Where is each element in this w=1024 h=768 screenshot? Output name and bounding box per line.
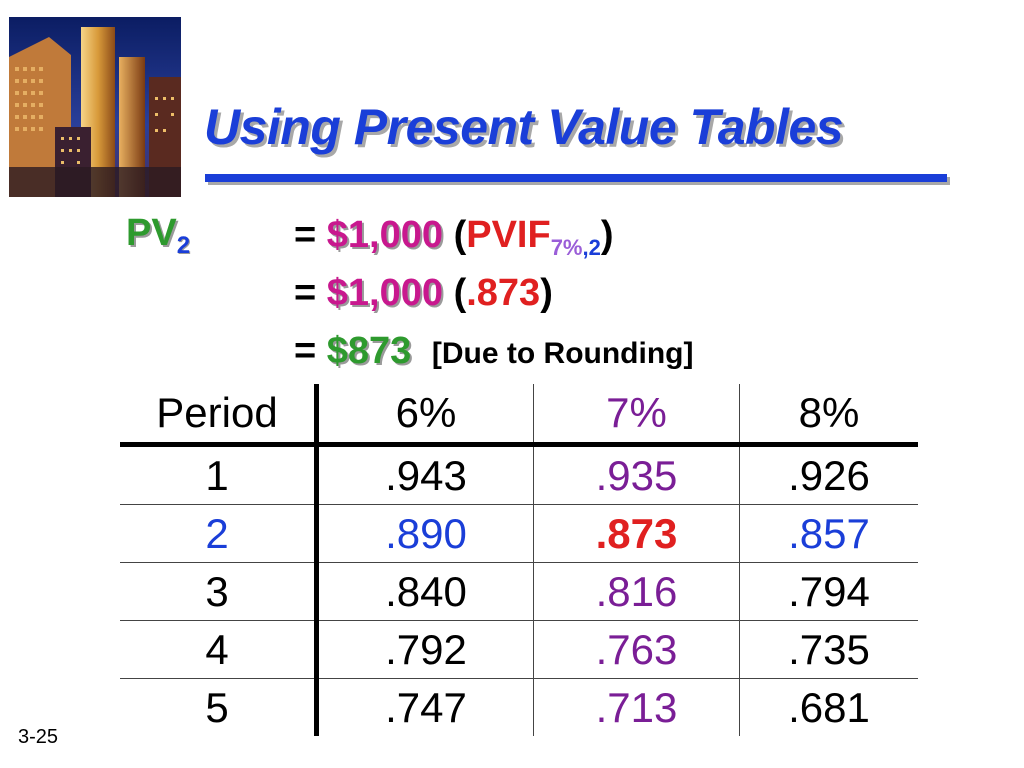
slide-number: 3-25 xyxy=(18,726,59,748)
pvif-periods: 2 xyxy=(588,235,601,260)
factor-cell-8: .794 xyxy=(740,563,919,621)
pvif-table xyxy=(120,384,918,736)
factor-cell-7: .816 xyxy=(534,563,740,621)
factor-cell-6: .890 xyxy=(317,505,534,563)
close-paren: ) xyxy=(540,272,553,314)
header-7-percent: 7% xyxy=(534,384,740,445)
factor-cell-6: .840 xyxy=(317,563,534,621)
equation-line-2 xyxy=(294,272,553,315)
period-cell: 4 xyxy=(120,621,317,679)
table-row xyxy=(120,563,918,621)
pvif-table-container xyxy=(120,384,918,736)
pvif-rate: 7% xyxy=(550,235,583,260)
period-cell: 2 xyxy=(120,505,317,563)
table-row xyxy=(120,505,918,563)
factor-cell-7: .713 xyxy=(534,679,740,737)
table-row xyxy=(120,679,918,737)
pv-symbol: PV xyxy=(126,212,177,254)
table-row xyxy=(120,621,918,679)
factor-cell-8: .857 xyxy=(740,505,919,563)
equals-sign: = xyxy=(294,214,317,256)
pvif-comma: , xyxy=(582,235,589,260)
pv-label xyxy=(126,212,190,260)
factor-cell-7: .763 xyxy=(534,621,740,679)
period-cell: 5 xyxy=(120,679,317,737)
highlighted-factor-cell: .873 xyxy=(534,505,740,563)
close-paren: ) xyxy=(600,214,614,256)
principal-amount: $1,000 xyxy=(326,272,443,314)
present-value-result: $873 xyxy=(326,330,412,372)
factor-cell-8: .926 xyxy=(788,451,870,499)
open-paren: ( xyxy=(453,214,467,256)
factor-cell-6: .792 xyxy=(317,621,534,679)
equals-sign: = xyxy=(294,330,317,372)
equation-line-1 xyxy=(294,214,614,261)
factor-cell-8: .681 xyxy=(740,679,919,737)
table-row xyxy=(120,445,918,505)
header-8-percent: 8% xyxy=(740,384,919,445)
pvif-value: .873 xyxy=(466,272,541,314)
period-cell: 3 xyxy=(120,563,317,621)
equals-sign: = xyxy=(294,272,317,314)
factor-cell-8: .735 xyxy=(740,621,919,679)
slide-title: Using Present Value Tables xyxy=(204,99,844,155)
header-6-percent: 6% xyxy=(317,384,534,445)
rounding-note: [Due to Rounding] xyxy=(431,337,694,370)
factor-cell-7: .935 xyxy=(534,445,740,505)
pv-subscript: 2 xyxy=(176,232,191,259)
pvif-label: PVIF xyxy=(466,214,551,256)
principal-amount: $1,000 xyxy=(326,214,443,256)
header-period: Period xyxy=(120,384,317,445)
factor-cell-6: .747 xyxy=(317,679,534,737)
table-header-row xyxy=(120,384,918,445)
period-cell: 1 xyxy=(120,445,317,505)
equation-line-3 xyxy=(294,330,693,373)
open-paren: ( xyxy=(453,272,467,314)
factor-cell-6: .943 xyxy=(317,445,534,505)
